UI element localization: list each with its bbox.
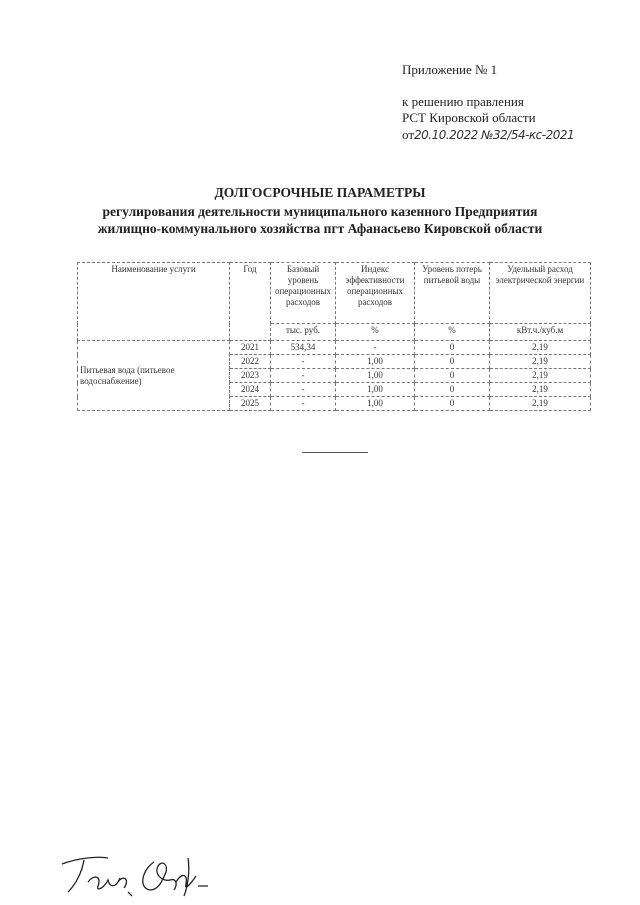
unit-loss: % [415, 324, 490, 341]
unit-base: тыс. руб. [271, 324, 336, 341]
cell-loss: 0 [415, 341, 490, 355]
handwritten-date: 20.10.2022 №32/54-кс-2021 [414, 128, 575, 142]
header-year: Год [230, 263, 271, 341]
handwritten-signature [58, 852, 218, 898]
cell-year: 2024 [230, 383, 271, 397]
heading-line2: регулирования деятельности муниципального казенного Предприятия [102, 204, 538, 219]
cell-energy: 2,19 [490, 383, 591, 397]
unit-index: % [336, 324, 415, 341]
cell-base: 534,34 [271, 341, 336, 355]
cell-year: 2025 [230, 397, 271, 411]
cell-base: - [271, 369, 336, 383]
separator-line [302, 452, 368, 453]
appendix-title: Приложение № 1 [402, 62, 498, 77]
cell-base: - [271, 383, 336, 397]
cell-energy: 2,19 [490, 397, 591, 411]
appendix-line2: РСТ Кировской области [402, 110, 536, 125]
cell-index: 1,00 [336, 369, 415, 383]
date-prefix: от [402, 127, 415, 142]
service-name: Питьевая вода (питьевое водоснабжение) [78, 341, 230, 411]
appendix-line1: к решению правления [402, 94, 524, 109]
cell-loss: 0 [415, 355, 490, 369]
cell-year: 2023 [230, 369, 271, 383]
cell-energy: 2,19 [490, 341, 591, 355]
cell-loss: 0 [415, 397, 490, 411]
cell-index: 1,00 [336, 397, 415, 411]
header-base: Базовый уровень операционных расходов [271, 263, 336, 324]
cell-index: 1,00 [336, 383, 415, 397]
cell-index: 1,00 [336, 355, 415, 369]
heading-line1: ДОЛГОСРОЧНЫЕ ПАРАМЕТРЫ [214, 185, 426, 200]
cell-base: - [271, 397, 336, 411]
cell-base: - [271, 355, 336, 369]
unit-energy: кВт.ч./куб.м [490, 324, 591, 341]
cell-index: - [336, 341, 415, 355]
cell-loss: 0 [415, 369, 490, 383]
heading-line3: жилищно-коммунального хозяйства пгт Афанасьево Кировской области [97, 221, 543, 236]
cell-energy: 2,19 [490, 369, 591, 383]
table-row [78, 341, 591, 355]
header-energy: Удельный расход электрической энергии [490, 263, 591, 324]
cell-energy: 2,19 [490, 355, 591, 369]
header-index: Индекс эффективности операционных расходов [336, 263, 415, 324]
cell-loss: 0 [415, 383, 490, 397]
cell-year: 2021 [230, 341, 271, 355]
cell-year: 2022 [230, 355, 271, 369]
header-service: Наименование услуги [78, 263, 230, 341]
header-loss: Уровень потерь питьевой воды [415, 263, 490, 324]
appendix-date [402, 127, 574, 143]
parameters-table [77, 262, 591, 411]
